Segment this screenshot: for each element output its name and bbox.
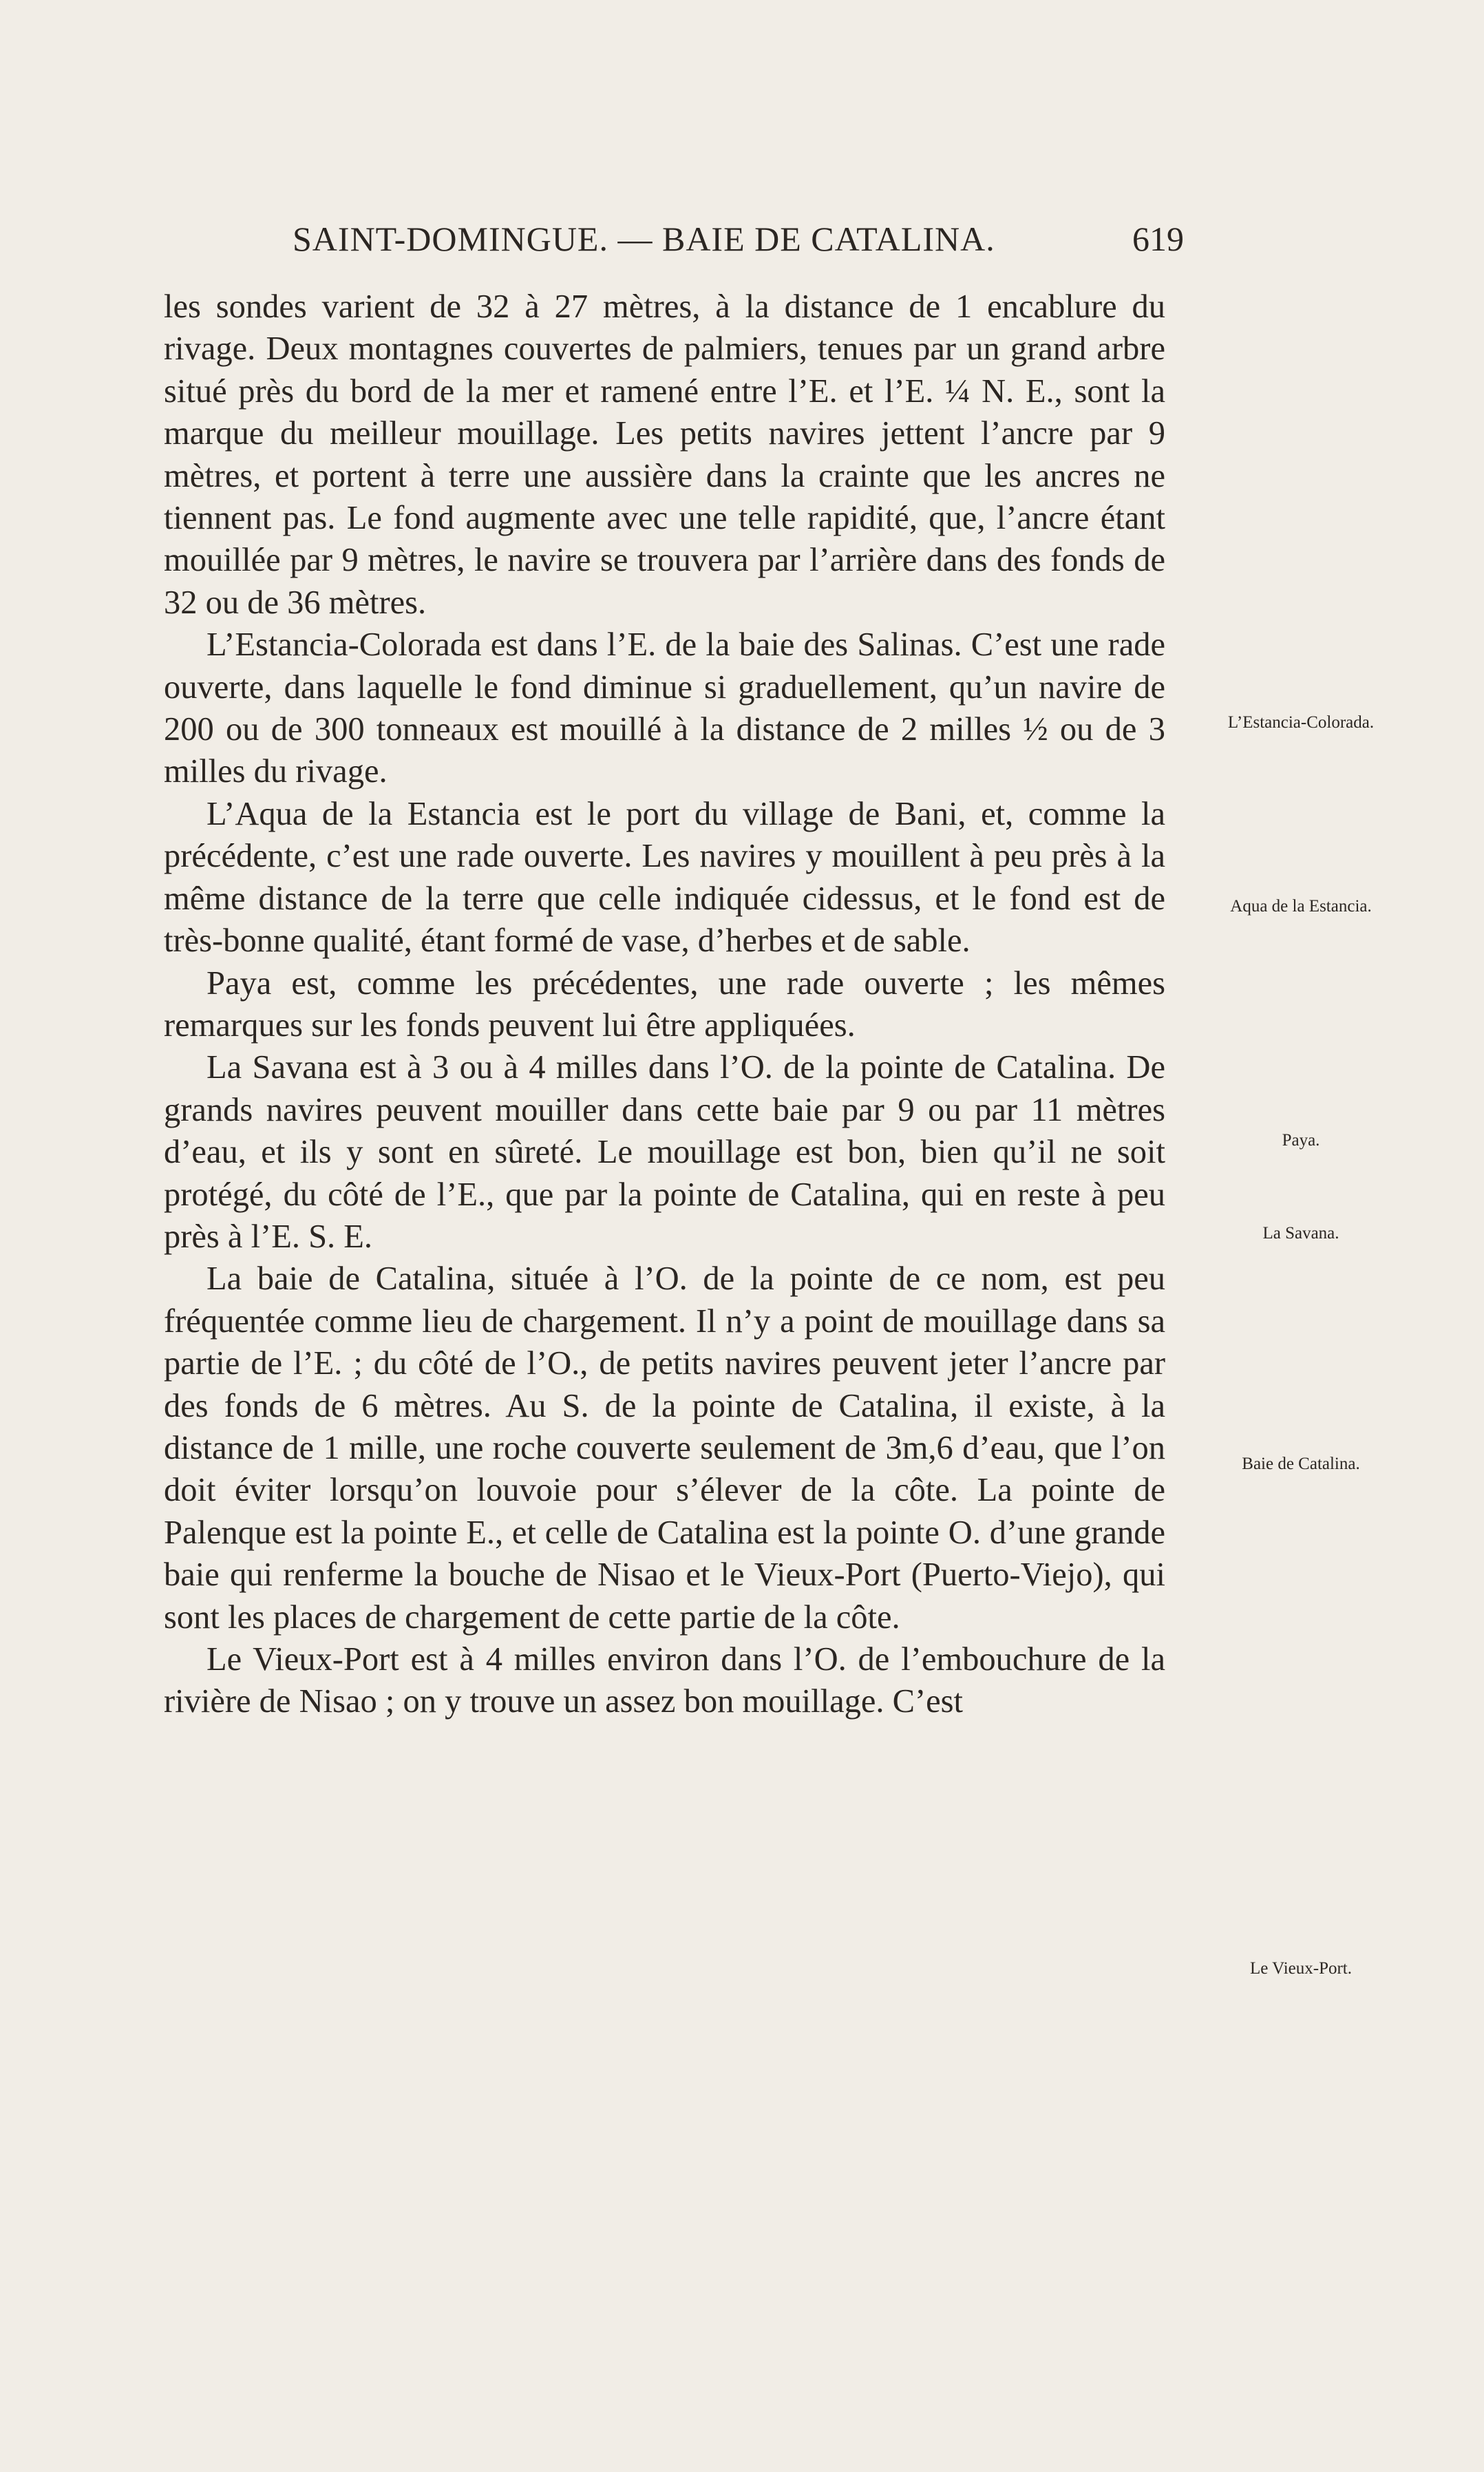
margin-note-estancia-colorada: L’Estancia-Colorada. [1227, 713, 1375, 732]
body-text [164, 286, 1165, 1723]
margin-note-baie-de-catalina: Baie de Catalina. [1242, 1455, 1360, 1473]
margin-note-aqua-de-la-estancia: Aqua de la Estancia. [1230, 897, 1372, 916]
paragraph: La baie de Catalina, située à l’O. de la pointe de ce nom, est peu fréquentée comme lieu de chargement. Il n’y a point de mouillage dans sa partie de l’E. ; du côté de l’O., de petits navires peuvent jeter l’ancre par des fonds de 6 mètres. Au S. de la pointe de Catalina, il existe, à la distance de 1 mille, une roche couverte seulement de 3m,6 d’eau, que l’on doit éviter lorsqu’on louvoie pour s’élever de la côte. La pointe de Palenque est la pointe E., et celle de Catalina est la pointe O. d’une grande baie qui renferme la bouche de Nisao et le Vieux-Port (Puerto-Viejo), qui sont les places de chargement de cette partie de la côte. [164, 1260, 1165, 1636]
page-header [210, 219, 1184, 274]
paragraph: L’Aqua de la Estancia est le port du village de Bani, et, comme la précédente, c’est une rade ouverte. Les navires y mouillent à peu près à la même distance de la terre que celle indiquée cidessus, et le fond est de très-bonne qualité, étant formé de vase, d’herbes et de sable. [164, 795, 1165, 960]
paragraph: L’Estancia-Colorada est dans l’E. de la baie des Salinas. C’est une rade ouverte, dans laquelle le fond diminue si graduellement, qu’un navire de 200 ou de 300 tonneaux est mouillé à la distance de 2 milles ½ ou de 3 milles du rivage. [164, 626, 1165, 790]
page-number: 619 [1132, 220, 1184, 258]
margin-note-la-savana: La Savana. [1262, 1224, 1339, 1243]
paragraph: les sondes varient de 32 à 27 mètres, à la distance de 1 encablure du rivage. Deux montagnes couvertes de palmiers, tenues par un grand arbre situé près du bord de la mer et ramené entre l’E. et l’E. ¼ N. E., sont la marque du meilleur mouillage. Les petits navires jettent l’ancre par 9 mètres, et portent à terre une aussière dans la crainte que les ancres ne tiennent pas. Le fond augmente avec une telle rapidité, que, l’ancre étant mouillée par 9 mètres, le navire se trouvera par l’arrière dans des fonds de 32 ou de 36 mètres. [164, 288, 1165, 621]
paragraph: Paya est, comme les précédentes, une rade ouverte ; les mêmes remarques sur les fonds peuvent lui être appliquées. [164, 964, 1165, 1044]
margin-note-paya: Paya. [1282, 1131, 1320, 1150]
running-title: SAINT-DOMINGUE. — BAIE DE CATALINA. [293, 220, 995, 258]
margin-note-vieux-port: Le Vieux-Port. [1249, 1959, 1352, 1978]
paragraph: La Savana est à 3 ou à 4 milles dans l’O. de la pointe de Catalina. De grands navires peuvent mouiller dans cette baie par 9 ou par 11 mètres d’eau, et ils y sont en sûreté. Le mouillage est bon, bien qu’il ne soit protégé, du côté de l’E., que par la pointe de Catalina, qui en reste à peu près à l’E. S. E. [164, 1049, 1165, 1255]
paragraph: Le Vieux-Port est à 4 milles environ dans l’O. de l’embouchure de la rivière de Nisao ; on y trouve un assez bon mouillage. C’est [164, 1641, 1165, 1720]
